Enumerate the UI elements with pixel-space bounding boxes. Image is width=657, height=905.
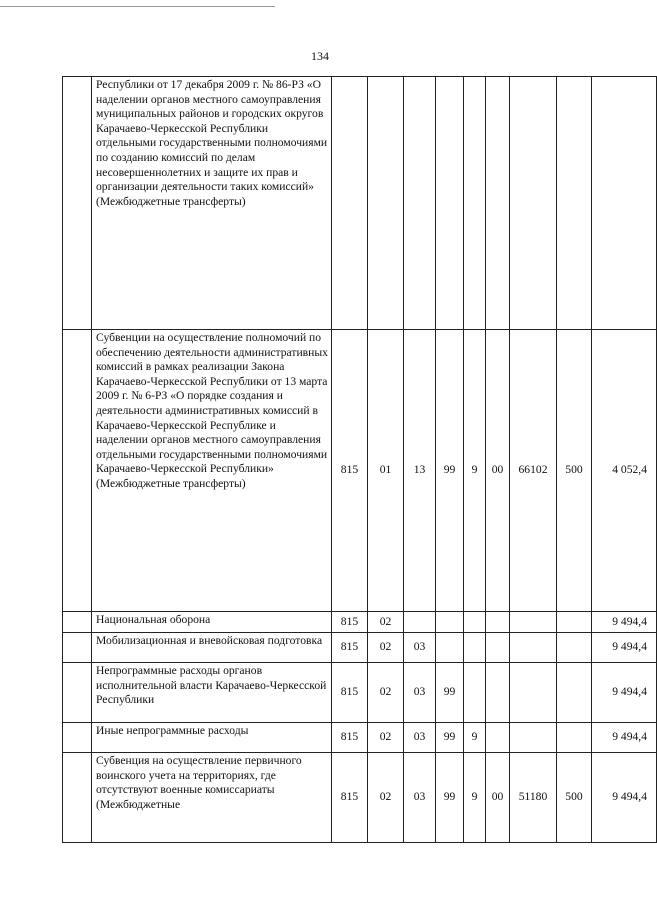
subprogram-code [464, 612, 486, 633]
program-code [436, 77, 464, 330]
expense-type-code [557, 612, 592, 633]
expense-type-code: 500 [557, 330, 592, 612]
amount: 9 494,4 [592, 753, 657, 843]
group-code: 00 [486, 753, 510, 843]
group-code [486, 663, 510, 723]
program-code: 99 [436, 663, 464, 723]
row-name: Иные непрограммные расходы [92, 723, 332, 753]
program-code: 99 [436, 723, 464, 753]
subsection-code: 03 [404, 753, 436, 843]
ministry-code: 815 [332, 663, 368, 723]
group-code [486, 723, 510, 753]
table-row [63, 663, 657, 723]
program-code: 99 [436, 330, 464, 612]
row-index-cell [63, 612, 92, 633]
expense-type-code: 500 [557, 753, 592, 843]
ministry-code: 815 [332, 612, 368, 633]
amount: 4 052,4 [592, 330, 657, 612]
subprogram-code [464, 77, 486, 330]
section-code: 01 [368, 330, 404, 612]
ministry-code: 815 [332, 633, 368, 663]
target-code [510, 612, 557, 633]
ministry-code: 815 [332, 723, 368, 753]
section-code: 02 [368, 723, 404, 753]
section-code: 02 [368, 753, 404, 843]
target-code [510, 77, 557, 330]
target-code [510, 723, 557, 753]
subsection-code [404, 612, 436, 633]
group-code [486, 633, 510, 663]
section-code [368, 77, 404, 330]
table-row [63, 612, 657, 633]
target-code [510, 633, 557, 663]
subsection-code: 13 [404, 330, 436, 612]
subprogram-code: 9 [464, 330, 486, 612]
ministry-code [332, 77, 368, 330]
section-code: 02 [368, 663, 404, 723]
row-name: Субвенции на осуществление полномочий по обеспечению деятельности административных комиссий в рамках реализации Закона Карачаево-Черкесской Республики от 13 марта 2009 г. № 6-РЗ «О порядке создания и деятельности административных комиссий в Карачаево-Черкесской Республике и наделении органов местного самоуправления отдельными государственными полномочиями Карачаево-Черкесской Республики» (Межбюджетные трансферты) [92, 330, 332, 612]
page-number: 134 [311, 49, 329, 63]
row-name: Субвенция на осуществление первичного воинского учета на территориях, где отсутствуют военные комиссариаты (Межбюджетные [92, 753, 332, 843]
budget-table [62, 76, 657, 843]
target-code: 51180 [510, 753, 557, 843]
subprogram-code [464, 663, 486, 723]
row-index-cell [63, 633, 92, 663]
row-name: Непрограммные расходы органов исполнительной власти Карачаево-Черкесской Республики [92, 663, 332, 723]
amount: 9 494,4 [592, 663, 657, 723]
row-index-cell [63, 723, 92, 753]
program-code [436, 612, 464, 633]
expense-type-code [557, 633, 592, 663]
amount: 9 494,4 [592, 723, 657, 753]
table-row [63, 330, 657, 612]
table-row [63, 633, 657, 663]
subsection-code: 03 [404, 633, 436, 663]
expense-type-code [557, 723, 592, 753]
row-index-cell [63, 753, 92, 843]
subsection-code [404, 77, 436, 330]
table-row [63, 753, 657, 843]
table-row [63, 77, 657, 330]
target-code [510, 663, 557, 723]
table-row [63, 723, 657, 753]
row-name: Республики от 17 декабря 2009 г. № 86-РЗ «О наделении органов местного самоуправления муниципальных районов и городских округов Карачаево-Черкесской Республики отдельными государственными полномочиями по созданию комиссий по делам несовершеннолетних и защите их прав и организации деятельности таких комиссий» (Межбюджетные трансферты) [92, 77, 332, 330]
ministry-code: 815 [332, 753, 368, 843]
section-code: 02 [368, 633, 404, 663]
row-index-cell [63, 330, 92, 612]
group-code [486, 612, 510, 633]
subsection-code: 03 [404, 723, 436, 753]
program-code [436, 633, 464, 663]
row-name: Национальная оборона [92, 612, 332, 633]
group-code [486, 77, 510, 330]
amount [592, 77, 657, 330]
row-index-cell [63, 77, 92, 330]
target-code: 66102 [510, 330, 557, 612]
subsection-code: 03 [404, 663, 436, 723]
top-rule [0, 6, 275, 7]
expense-type-code [557, 663, 592, 723]
amount: 9 494,4 [592, 633, 657, 663]
program-code: 99 [436, 753, 464, 843]
amount: 9 494,4 [592, 612, 657, 633]
expense-type-code [557, 77, 592, 330]
section-code: 02 [368, 612, 404, 633]
row-name: Мобилизационная и вневойсковая подготовка [92, 633, 332, 663]
ministry-code: 815 [332, 330, 368, 612]
group-code: 00 [486, 330, 510, 612]
subprogram-code: 9 [464, 723, 486, 753]
subprogram-code: 9 [464, 753, 486, 843]
row-index-cell [63, 663, 92, 723]
subprogram-code [464, 633, 486, 663]
